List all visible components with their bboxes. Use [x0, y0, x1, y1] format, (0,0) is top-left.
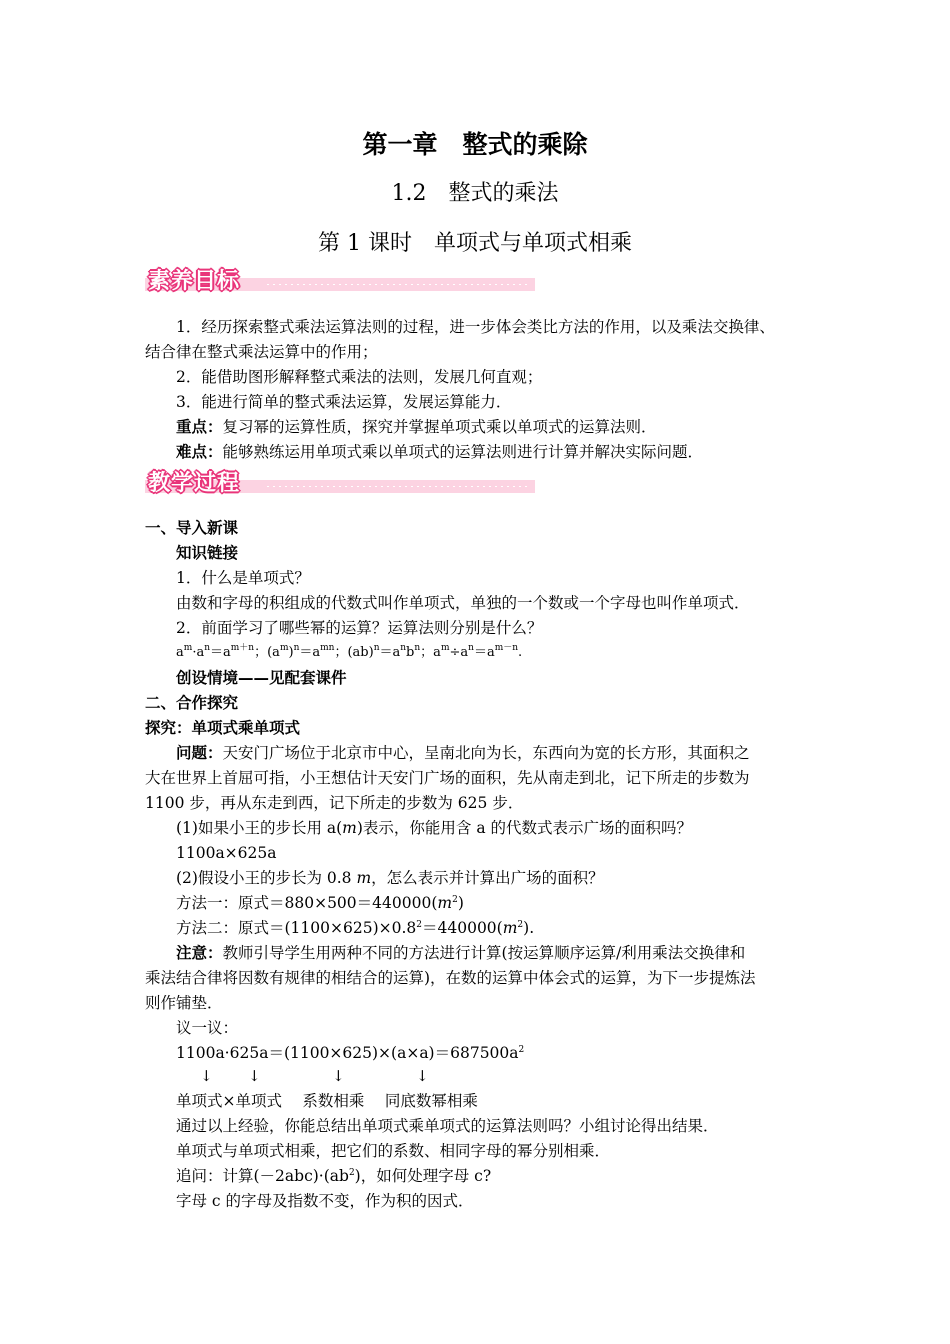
key-point	[176, 415, 657, 439]
arrow-down-icon: ↓	[200, 1067, 213, 1085]
goal-1a: 1．经历探索整式乘法运算法则的过程，进一步体会类比方法的作用，以及乘法交换律、	[176, 318, 775, 336]
goal-1b: 结合律在整式乘法运算中的作用；	[145, 343, 378, 361]
difficulty-text: 能够熟练运用单项式乘以单项式的运算法则进行计算并解决实际问题．	[222, 443, 704, 461]
question-2: (2)假设小王的步长为 0.8 m，怎么表示并计算出广场的面积？	[176, 869, 604, 887]
situation-line: 创设情境——见配套课件	[176, 669, 347, 687]
section-title: 1.2 整式的乘法	[391, 181, 559, 206]
knowledge-link: 知识链接	[176, 544, 239, 562]
intro-a1: 由数和字母的积组成的代数式叫作单项式，单独的一个数或一个字母也叫作单项式．	[176, 594, 750, 612]
process-banner-label: 教学过程	[148, 471, 241, 496]
equation: $1100a\cdot 625a=(1100\times 625)\times(a\times a)=687500a^2$	[176, 1044, 525, 1062]
chapter-title: 第一章 整式的乘除	[362, 130, 588, 159]
discuss-label: 议一议：	[176, 1019, 239, 1037]
lesson-title: 第 1 课时 单项式与单项式相乘	[318, 231, 632, 256]
note-line-1: 注意：教师引导学生用两种不同的方法进行计算(按运算顺序运算/利用乘法交换律和	[176, 944, 746, 962]
answer-1: 1100a×625a	[176, 844, 277, 862]
arrow-down-icon: ↓	[332, 1067, 345, 1085]
process-banner	[145, 466, 535, 496]
explore-heading: 二、合作探究	[145, 694, 239, 712]
problem-line-3: 1100 步，再从东走到西，记下所走的步数为 625 步．	[145, 794, 524, 812]
difficulty	[176, 440, 703, 464]
follow-up: 追问：计算$(-2abc)\cdot(ab^2)$，如何处理字母 c?	[176, 1167, 492, 1185]
arrow-down-icon: ↓	[416, 1067, 429, 1085]
intro-q1: 1．什么是单项式？	[176, 569, 310, 587]
banner-dots	[265, 485, 530, 488]
note-line-3: 则作铺垫．	[145, 994, 223, 1012]
goals-banner-label: 素养目标	[148, 269, 241, 294]
problem-label: 问题：	[176, 744, 223, 762]
note-label: 注意：	[176, 944, 223, 962]
arrow-down-icon: ↓	[248, 1067, 261, 1085]
goals-banner	[145, 264, 535, 294]
conclude-question: 通过以上经验，你能总结出单项式乘单项式的运算法则吗？小组讨论得出结果．	[176, 1117, 719, 1135]
question-1: (1)如果小王的步长用 a(m)表示，你能用含 a 的代数式表示广场的面积吗？	[176, 819, 693, 837]
problem-line-1: 问题：天安门广场位于北京市中心，呈南北向为长，东西向为宽的长方形，其面积之	[176, 744, 750, 762]
method-1: 方法一：原式$=880\times 500=440000(m^2)$	[176, 894, 464, 912]
goal-2: 2．能借助图形解释整式乘法的法则，发展几何直观；	[176, 368, 543, 386]
note-line-2: 乘法结合律将因数有规律的相结合的运算)，在数的运算中体会式的运算，为下一步提炼法	[145, 969, 756, 987]
follow-up-answer: 字母 c 的字母及指数不变，作为积的因式．	[176, 1192, 474, 1210]
intro-q2: 2．前面学习了哪些幂的运算？运算法则分别是什么？	[176, 619, 543, 637]
explore-topic: 探究：单项式乘单项式	[145, 719, 301, 737]
key-point-label: 重点：	[176, 418, 223, 436]
method-2: 方法二：原式$=(1100\times 625)\times 0.8^2=440000(m^2)$.	[176, 919, 535, 937]
goal-3: 3．能进行简单的整式乘法运算，发展运算能力．	[176, 393, 512, 411]
arrow-labels: 单项式×单项式 系数相乘 同底数幂相乘	[176, 1092, 478, 1110]
difficulty-label: 难点：	[176, 443, 223, 461]
key-point-text: 复习幂的运算性质，探究并掌握单项式乘以单项式的运算法则．	[222, 418, 657, 436]
rule-statement: 单项式与单项式相乘，把它们的系数、相同字母的幂分别相乘．	[176, 1142, 611, 1160]
power-rules: $a^m\cdot a^n=a^{m+n}$；$(a^m)^n=a^{mn}$；$(ab)^n=a^nb^n$；$a^m\div a^n=a^{m-n}$.	[176, 643, 523, 660]
intro-heading: 一、导入新课	[145, 519, 239, 537]
problem-line-2: 大在世界上首屈可指，小王想估计天安门广场的面积，先从南走到北，记下所走的步数为	[145, 769, 750, 787]
banner-dots	[265, 283, 530, 286]
